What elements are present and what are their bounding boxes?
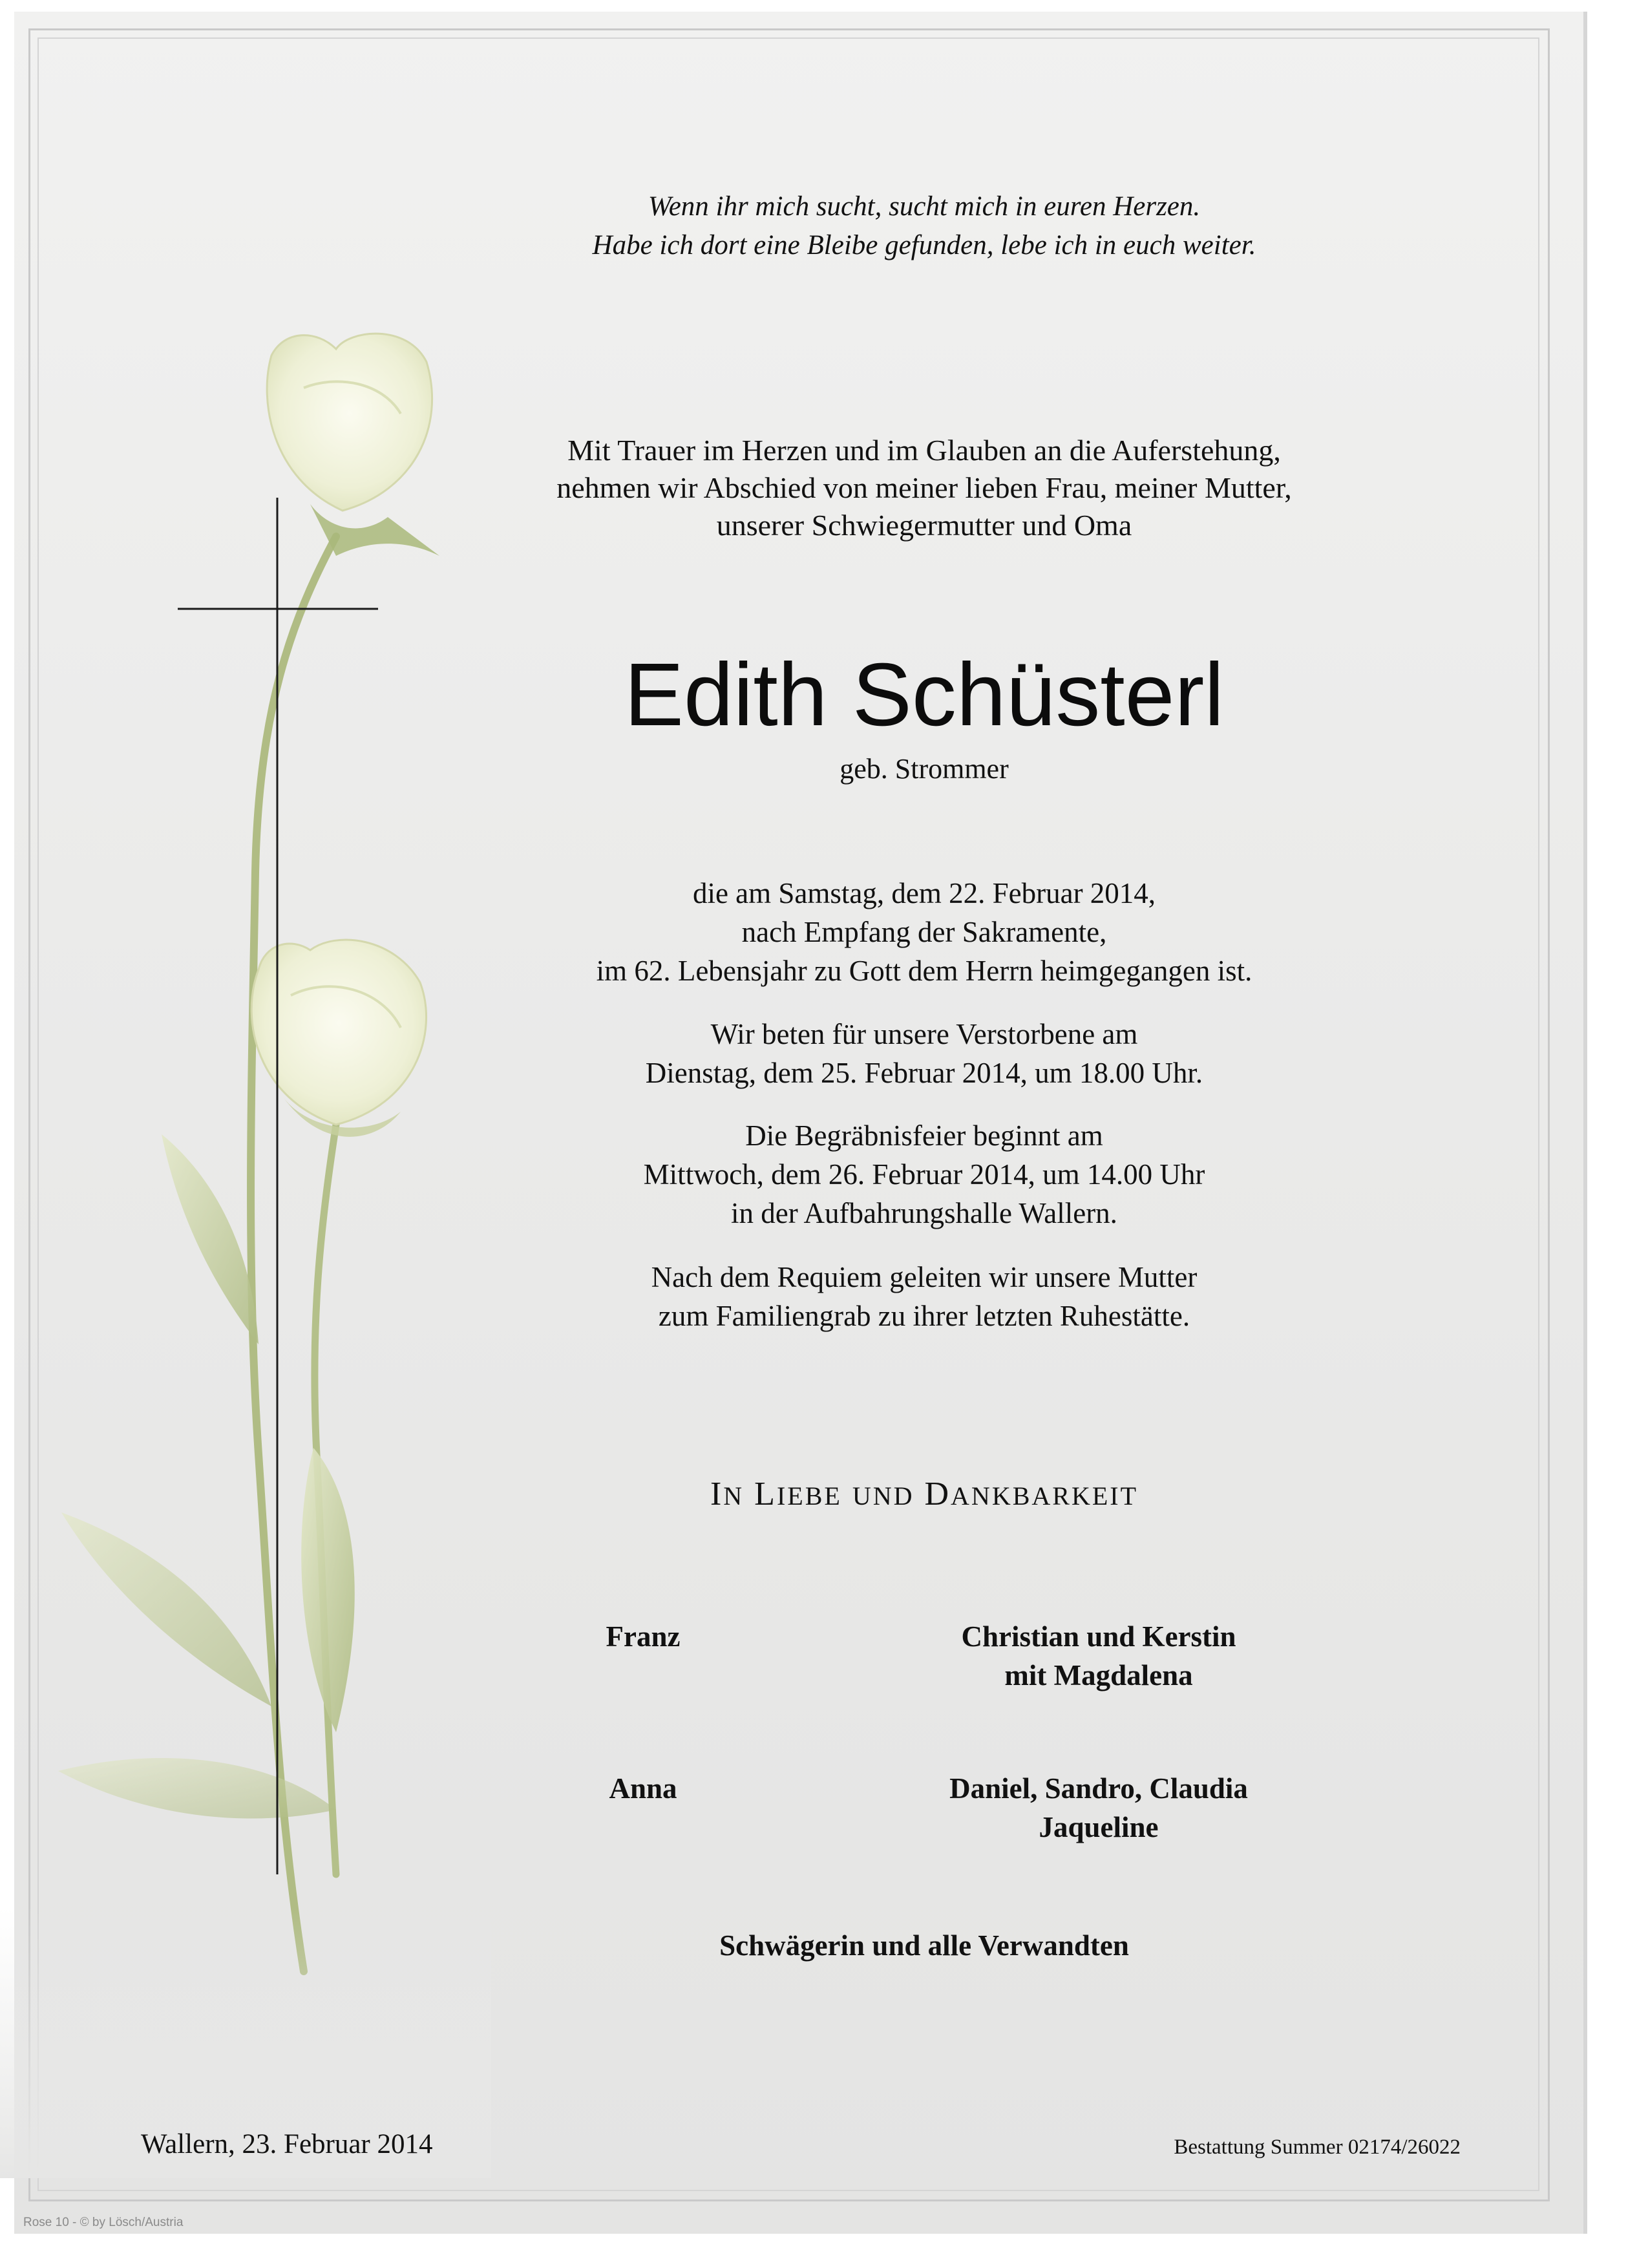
mourner-anna: Anna xyxy=(609,1772,677,1805)
mourner-relatives: Schwägerin und alle Verwandten xyxy=(719,1929,1129,1962)
dedication-initial: I xyxy=(710,1476,724,1512)
intro-line: Mit Trauer im Herzen und im Glauben an die Auferstehung, xyxy=(567,434,1281,467)
mourner-line: mit Magdalena xyxy=(1004,1659,1193,1691)
intro-text xyxy=(452,432,1396,544)
funeral-notice xyxy=(452,1116,1396,1233)
deceased-name: Edith Schüsterl xyxy=(624,645,1225,745)
prayer-notice xyxy=(452,1015,1396,1092)
dedication-smallcaps: IEBE xyxy=(776,1481,842,1510)
death-line: die am Samstag, dem 22. Februar 2014, xyxy=(692,877,1156,909)
death-line: im 62. Lebensjahr zu Gott dem Herrn heimgegangen ist. xyxy=(596,955,1252,987)
requiem-line: zum Familiengrab zu ihrer letzten Ruhestätte. xyxy=(658,1300,1190,1332)
leaf-upper xyxy=(162,1134,259,1344)
leaf-lower-left xyxy=(61,1512,271,1706)
mourner-line: Daniel, Sandro, Claudia xyxy=(949,1772,1248,1805)
mourner-franz: Franz xyxy=(606,1620,681,1653)
prayer-line: Dienstag, dem 25. Februar 2014, um 18.00 Uhr. xyxy=(645,1057,1203,1089)
funeral-line: in der Aufbahrungshalle Wallern. xyxy=(731,1197,1117,1229)
death-line: nach Empfang der Sakramente, xyxy=(741,916,1107,948)
prayer-line: Wir beten für unsere Verstorbene am xyxy=(710,1018,1138,1050)
birth-name: geb. Strommer xyxy=(840,753,1009,785)
dedication-heading xyxy=(452,1474,1396,1517)
mourner-line: Jaqueline xyxy=(1039,1811,1159,1843)
motto-line: Wenn ihr mich sucht, sucht mich in euren Herzen. xyxy=(648,191,1201,222)
image-credit: Rose 10 - © by Lösch/Austria xyxy=(23,2216,184,2229)
funeral-company: Bestattung Summer 02174/26022 xyxy=(1174,2136,1461,2159)
dedication-smallcaps: ANKBARKEIT xyxy=(951,1481,1139,1510)
motto-line: Habe ich dort eine Bleibe gefunden, lebe ich in euch weiter. xyxy=(592,230,1256,260)
motto-verse xyxy=(452,187,1396,265)
requiem-line: Nach dem Requiem geleiten wir unsere Mutter xyxy=(651,1261,1198,1293)
dedication-initial: L xyxy=(754,1476,777,1512)
funeral-line: Die Begräbnisfeier beginnt am xyxy=(745,1119,1103,1152)
leaf-bottom xyxy=(58,1758,336,1819)
dedication-initial: D xyxy=(924,1476,951,1512)
leaf-lower-center xyxy=(301,1448,355,1732)
dedication-smallcaps: UND xyxy=(852,1481,914,1510)
mourner-daniel xyxy=(872,1769,1325,1847)
rose-top xyxy=(267,334,439,556)
rose-illustration xyxy=(0,0,491,2268)
intro-line: nehmen wir Abschied von meiner lieben Frau, meiner Mutter, xyxy=(556,471,1292,504)
intro-line: unserer Schwiegermutter und Oma xyxy=(716,509,1132,542)
place-date: Wallern, 23. Februar 2014 xyxy=(141,2129,433,2159)
mourner-christian xyxy=(872,1617,1325,1695)
requiem-notice xyxy=(452,1258,1396,1335)
death-notice xyxy=(452,874,1396,990)
dedication-smallcaps: N xyxy=(723,1481,745,1510)
mourner-line: Christian und Kerstin xyxy=(961,1620,1236,1653)
funeral-line: Mittwoch, dem 26. Februar 2014, um 14.00 Uhr xyxy=(643,1158,1205,1191)
